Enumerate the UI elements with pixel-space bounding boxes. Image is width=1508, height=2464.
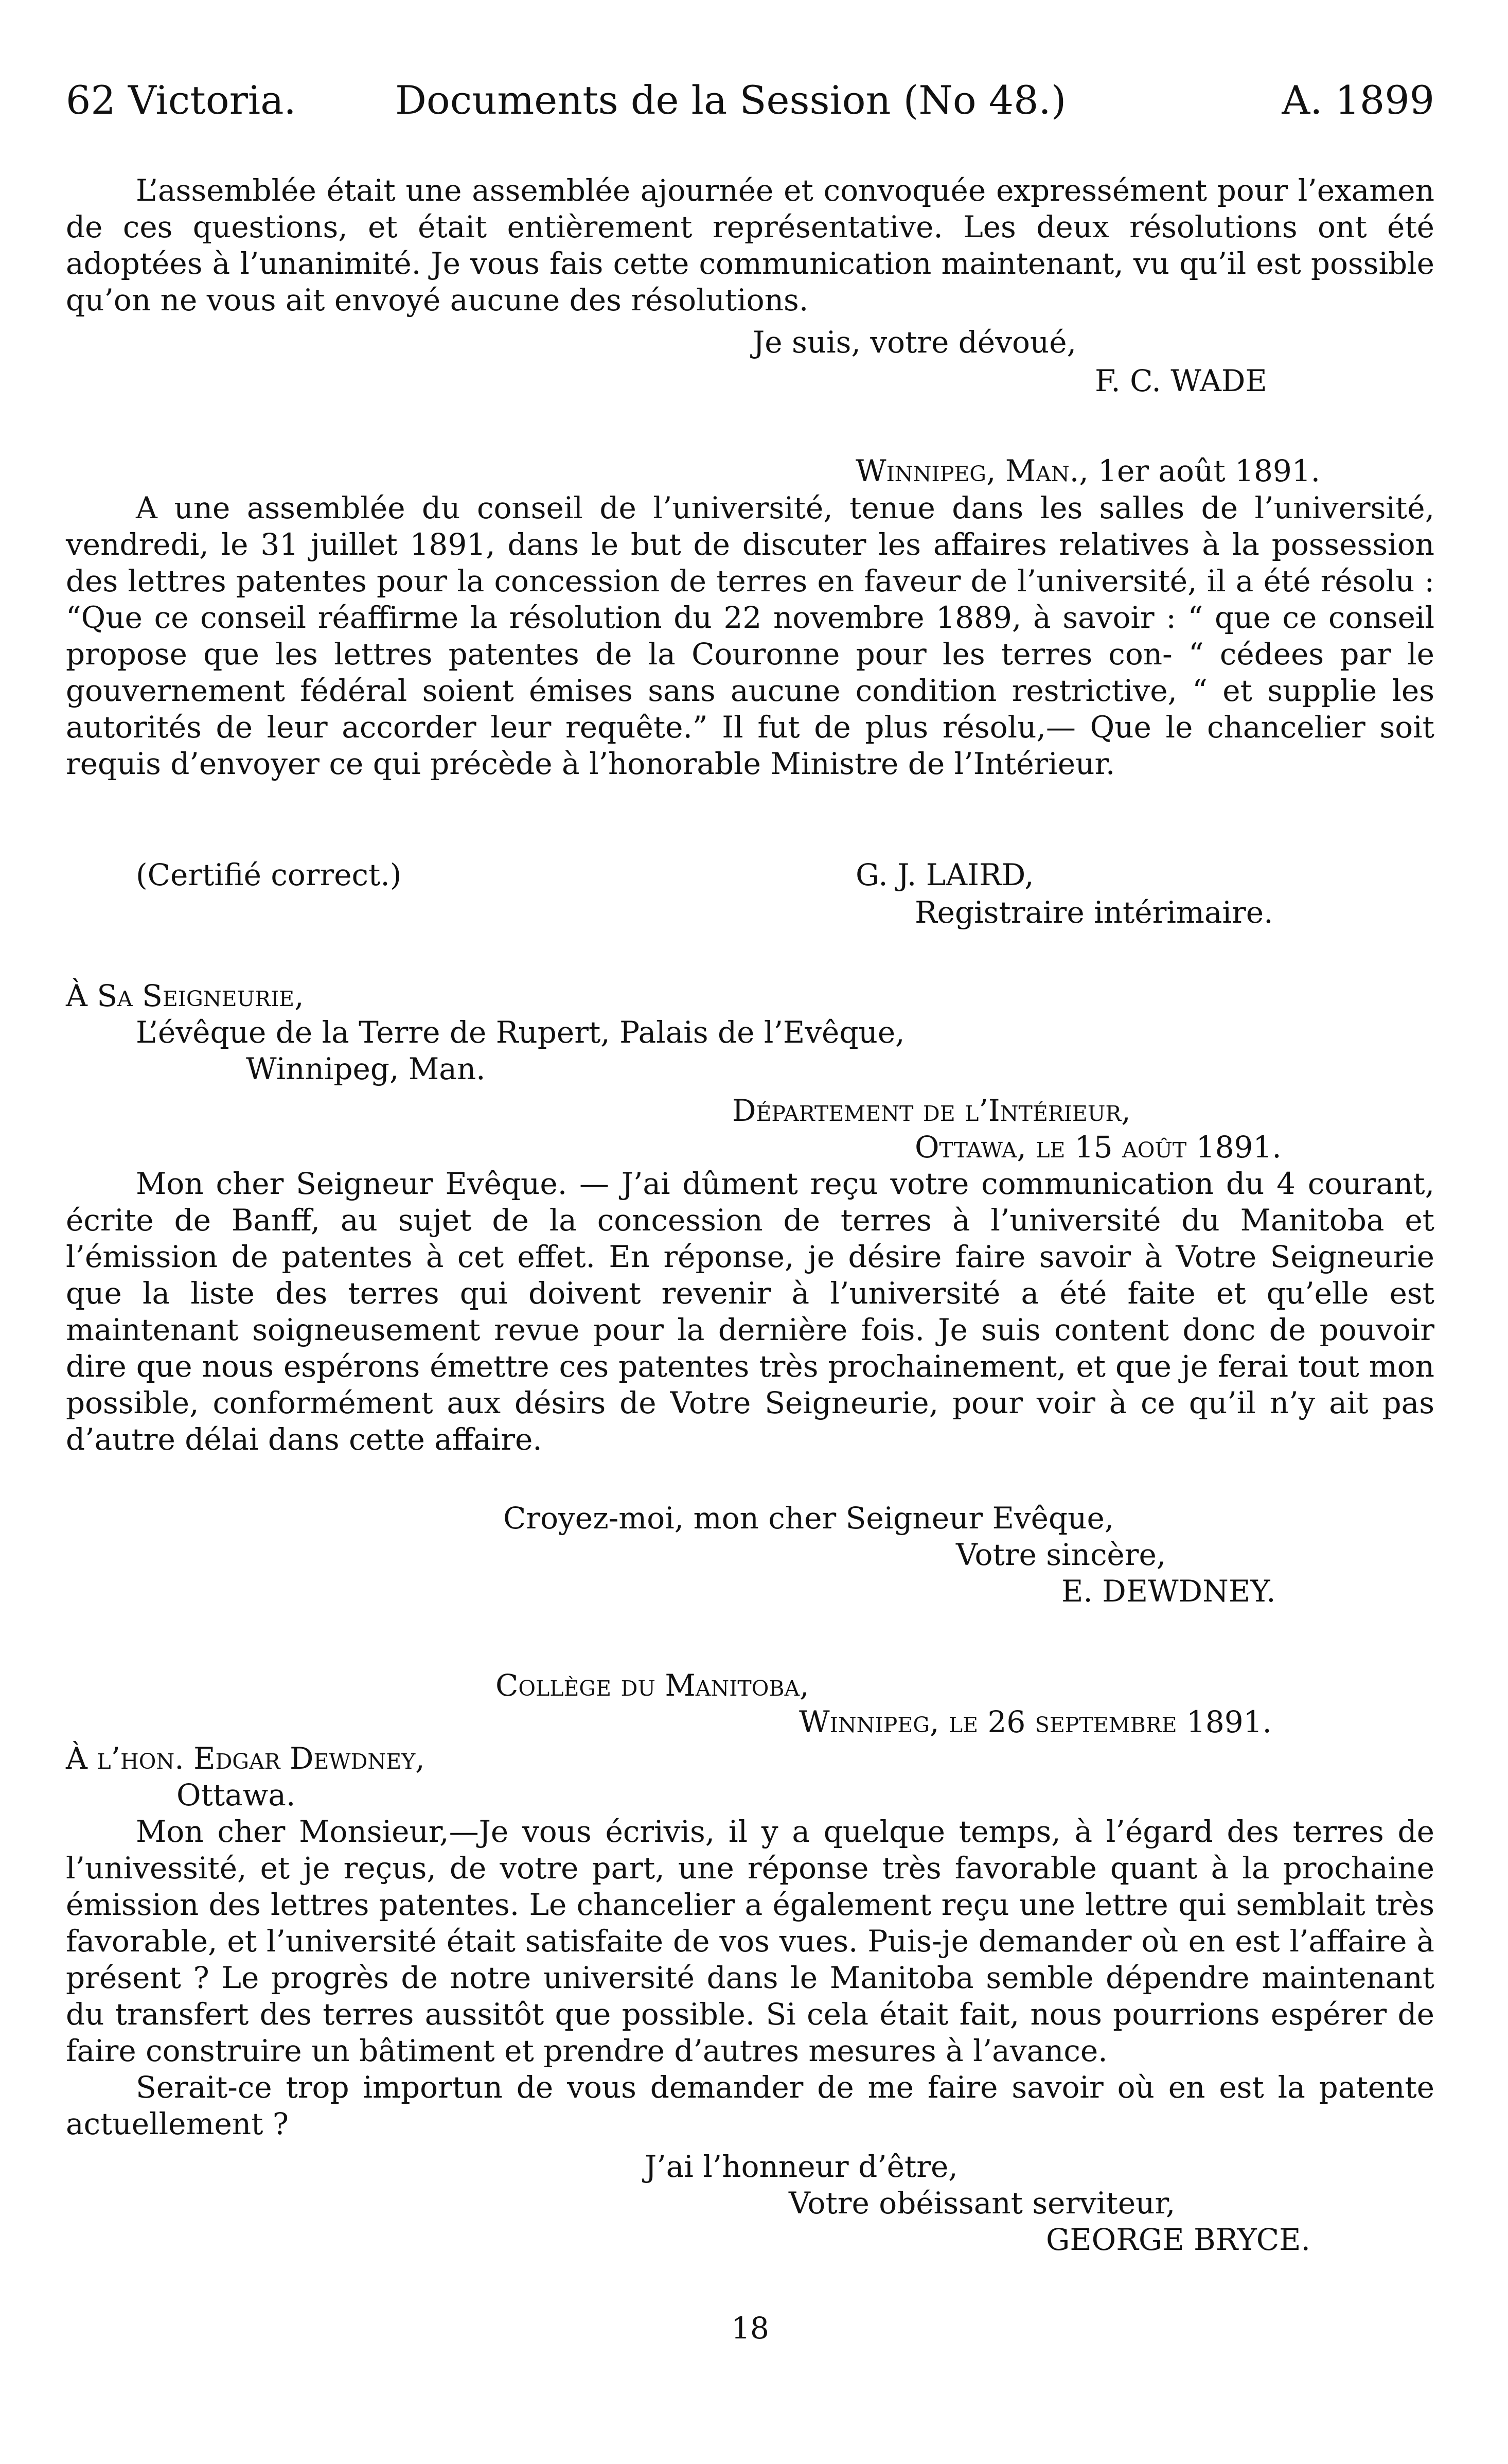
- letter-dewdney-addressee-1: À Sa Seigneurie,: [66, 978, 304, 1013]
- resolution-date: 1er août 1891.: [1098, 453, 1321, 488]
- header-title: Documents de la Session (No 48.): [395, 77, 1067, 123]
- letter-bryce-addressee-1: À l’hon. Edgar Dewdney,: [66, 1741, 425, 1776]
- resolution-dateline: [856, 453, 1320, 489]
- letter-bryce-closing-2: Votre obéissant serviteur,: [789, 2186, 1176, 2221]
- letter-dewdney-place-date: Ottawa, le 15 août 1891.: [915, 1130, 1282, 1165]
- letter-wade-signature: F. C. WADE: [1095, 363, 1267, 398]
- letter-wade: [66, 172, 1434, 319]
- letter-bryce-college: Collège du Manitoba,: [495, 1668, 809, 1703]
- letter-bryce: [66, 1814, 1434, 2142]
- letter-dewdney-addressee-3: Winnipeg, Man.: [246, 1051, 486, 1086]
- resolution-place: Winnipeg, Man.,: [856, 453, 1089, 488]
- resolution-body: A une assemblée du conseil de l’université, tenue dans les salles de l’université, vendredi, le 31 juillet 1891, dans le but de discuter les affaires relatives à la possession des lettres patentes pour la concession de terres en faveur de l’université, il a été résolu : “Que ce conseil réaffirme la résolution du 22 novembre 1889, à savoir : “ que ce conseil propose que les lettres patentes de la Couronne pour les terres con- “ cédees par le gouvernement fédéral soient émises sans aucune condition restrictive, “ et supplie les autorités de leur accorder leur requête.” Il fut de plus résolu,— Que le chancelier soit requis d’envoyer ce qui précède à l’honorable Ministre de l’Intérieur.: [66, 490, 1434, 781]
- letter-bryce-body-1: Mon cher Monsieur,—Je vous écrivis, il y a quelque temps, à l’égard des terres de l’univessité, et je reçus, de votre part, une réponse très favorable quant à la prochaine émission des lettres patentes. Le chancelier a également reçu une lettre qui semblait très favorable, et l’université était satisfaite de vos vues. Puis-je demander où en est l’affaire à présent ? Le progrès de notre université dans le Manitoba semble dépendre maintenant du transfert des terres aussitôt que possible. Si cela était fait, nous pourrions espérer de faire construire un bâtiment et prendre d’autres mesures à l’avance.: [66, 1814, 1434, 2068]
- resolution-title: Registraire intérimaire.: [915, 895, 1273, 930]
- letter-bryce-place-date: Winnipeg, le 26 septembre 1891.: [799, 1704, 1272, 1739]
- letter-dewdney-addressee-2: L’évêque de la Terre de Rupert, Palais de l’Evêque,: [136, 1015, 905, 1050]
- page-header: [66, 72, 1434, 129]
- resolution-text: [66, 490, 1434, 782]
- letter-dewdney-signature: E. DEWDNEY.: [1061, 1574, 1276, 1609]
- resolution-signature: G. J. LAIRD,: [856, 857, 1034, 892]
- page-number: 18: [731, 2311, 769, 2346]
- letter-wade-closing: Je suis, votre dévoué,: [753, 325, 1077, 360]
- letter-dewdney-body: Mon cher Seigneur Evêque. — J’ai dûment reçu votre communication du 4 courant, écrite de Banff, au sujet de la concession de terres à l’université du Manitoba et l’émission de patentes à cet effet. En réponse, je désire faire savoir à Votre Seigneurie que la liste des terres qui doivent revenir à l’université a été faite et qu’elle est maintenant soigneusement revue pour la dernière fois. Je suis content donc de pouvoir dire que nous espérons émettre ces patentes très prochainement, et que je ferai tout mon possible, conformément aux désirs de Votre Seigneurie, pour voir à ce qu’il n’y ait pas d’autre délai dans cette affaire.: [66, 1166, 1434, 1457]
- letter-bryce-body-2: Serait-ce trop importun de vous demander de me faire savoir où en est la patente actuellement ?: [66, 2070, 1434, 2141]
- letter-bryce-closing-1: J’ai l’honneur d’être,: [645, 2149, 958, 2184]
- letter-dewdney-closing-2: Votre sincère,: [956, 1537, 1166, 1572]
- letter-dewdney: [66, 1166, 1434, 1458]
- resolution-certified: (Certifié correct.): [136, 857, 402, 892]
- letter-bryce-addressee-2: Ottawa.: [176, 1777, 296, 1812]
- header-year: A. 1899: [1282, 77, 1434, 123]
- letter-wade-body: L’assemblée était une assemblée ajournée et convoquée expressément pour l’examen de ces questions, et était entièrement représentative. Les deux résolutions ont été adoptées à l’unanimité. Je vous fais cette communication maintenant, vu qu’il est possible qu’on ne vous ait envoyé aucune des résolutions.: [66, 173, 1434, 318]
- header-volume: 62 Victoria.: [66, 77, 296, 123]
- letter-dewdney-closing-1: Croyez-moi, mon cher Seigneur Evêque,: [503, 1501, 1114, 1536]
- document-page: [66, 62, 1434, 2429]
- letter-dewdney-department: Département de l’Intérieur,: [732, 1093, 1131, 1128]
- letter-bryce-signature: GEORGE BRYCE.: [1046, 2222, 1310, 2257]
